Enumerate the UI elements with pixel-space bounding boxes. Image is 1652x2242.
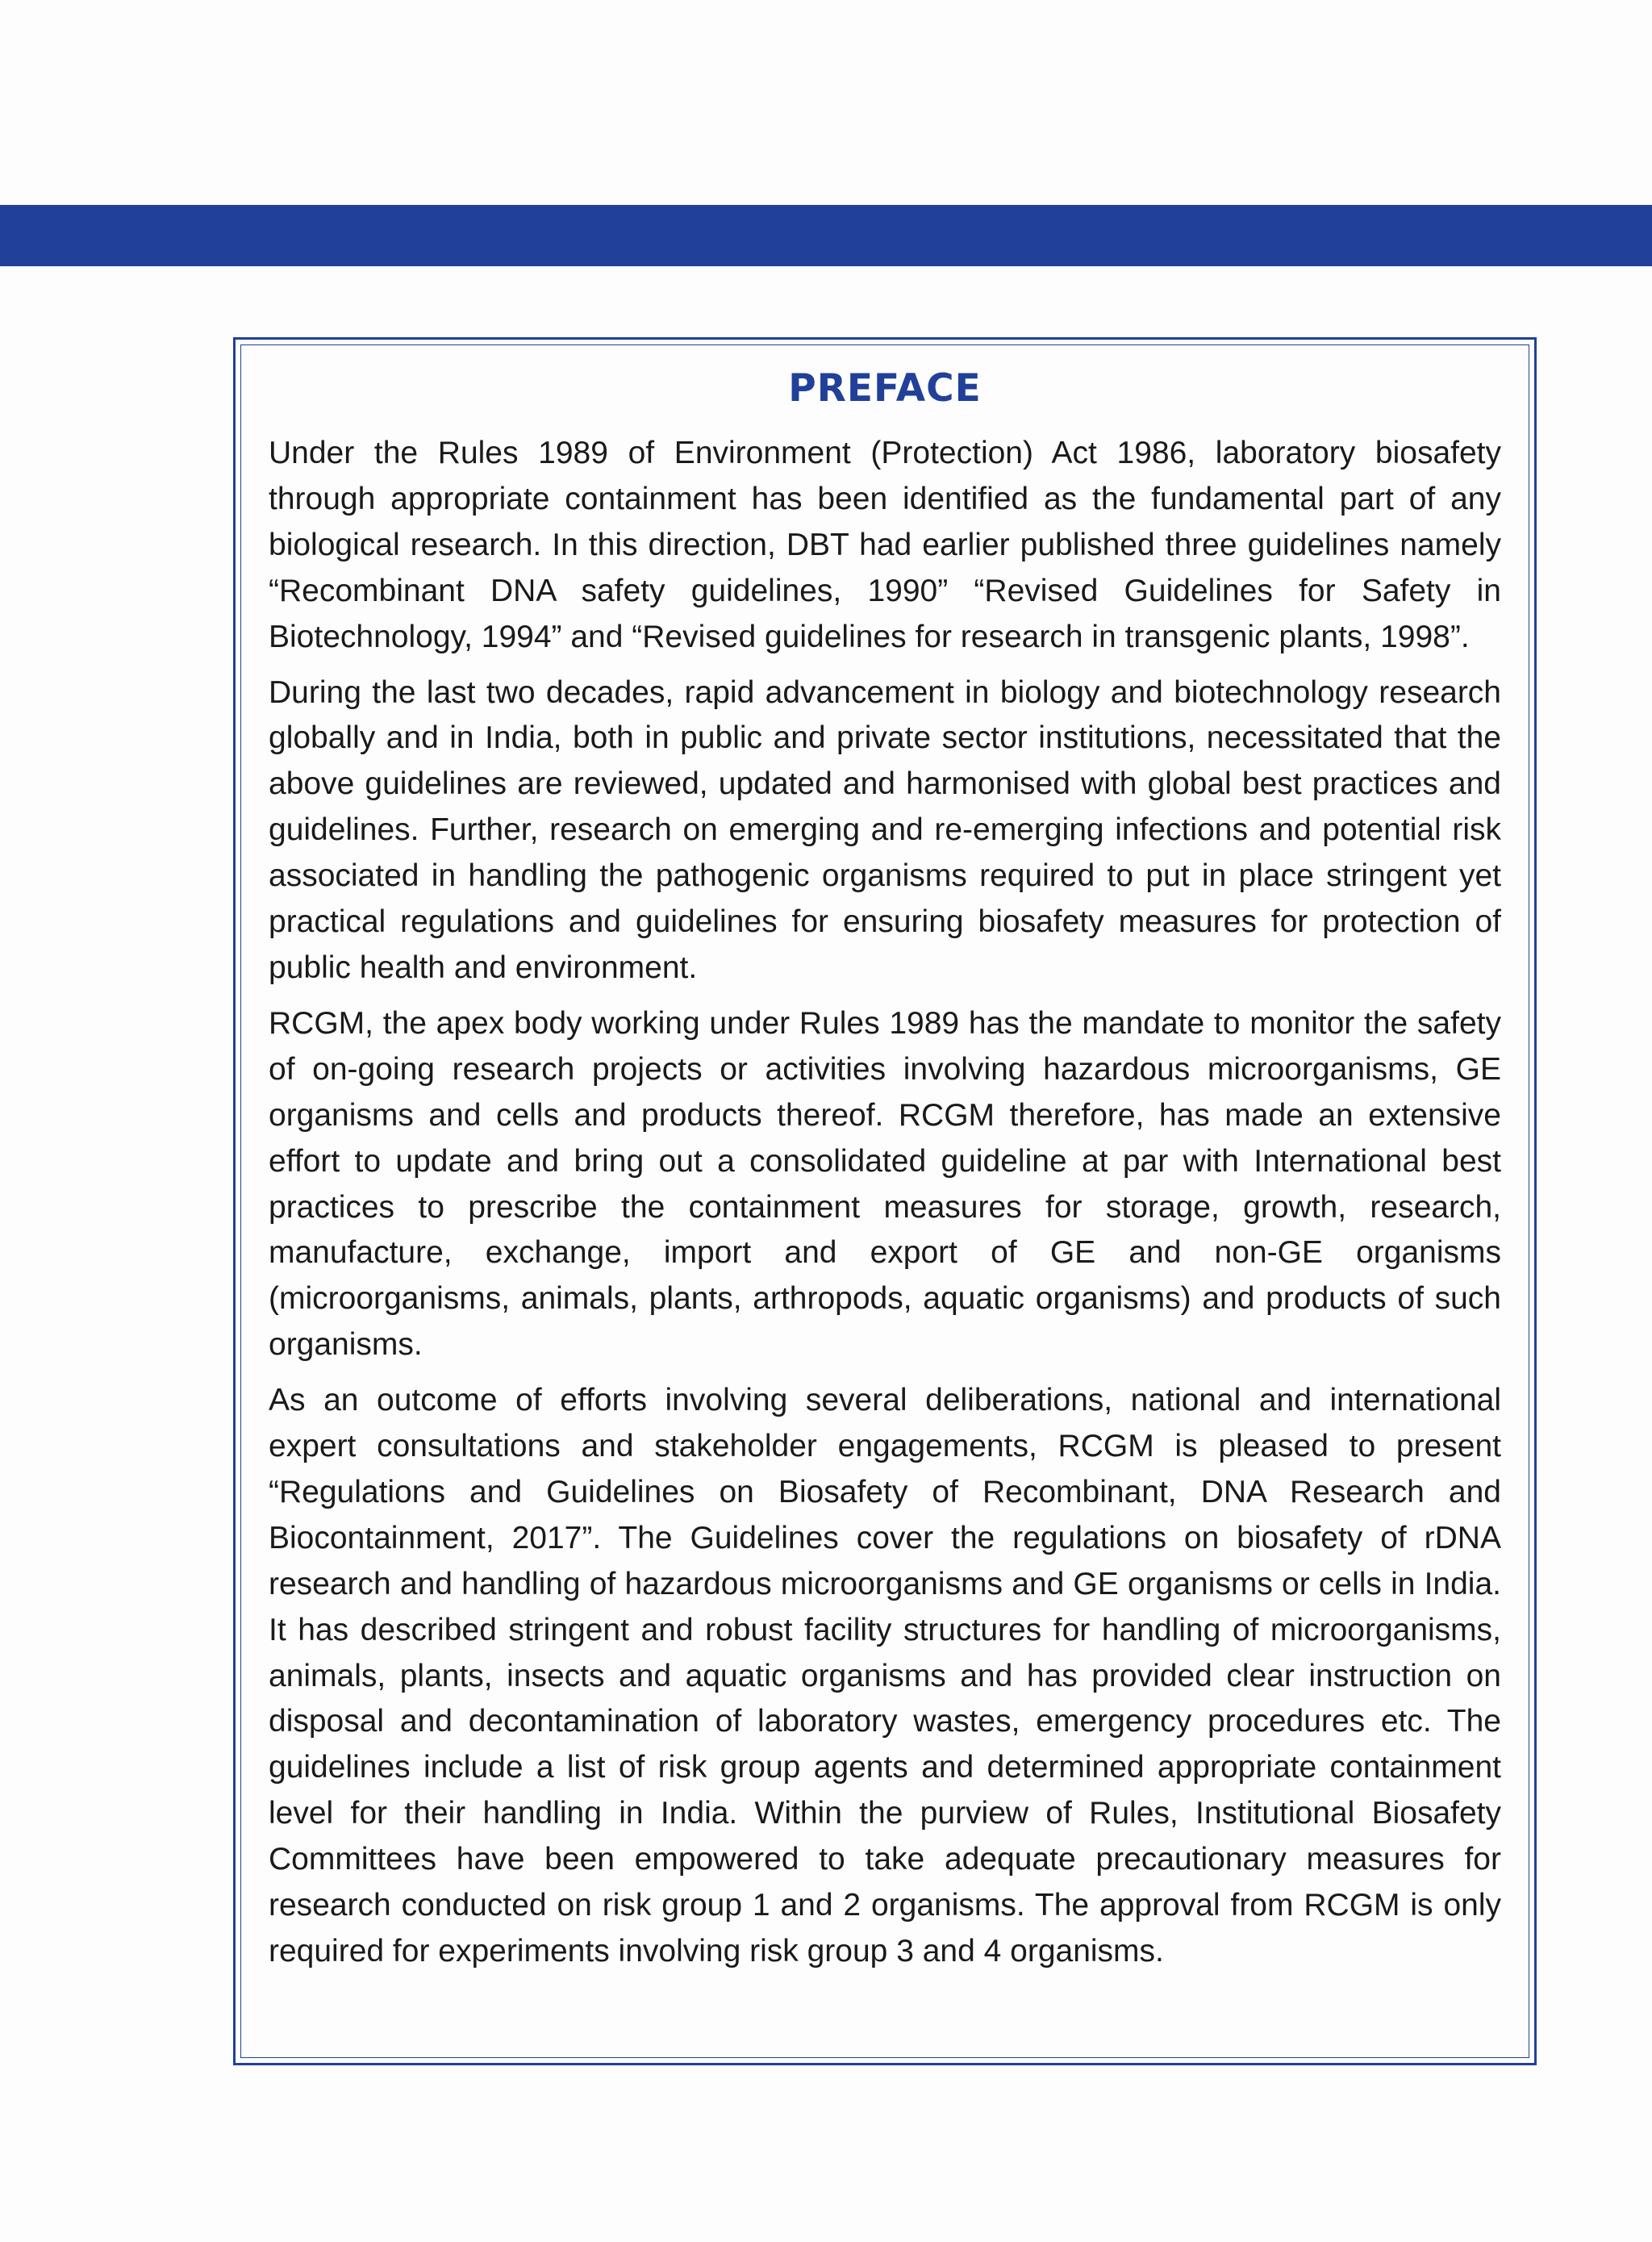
preface-content (269, 360, 1501, 1985)
paragraph: During the last two decades, rapid advancement in biology and biotechnology research globally and in India, both in public and private sector institutions, necessitated that the above guidelines are reviewed, updated and harmonised with global best practices and guidelines. Further, research on emerging and re-emerging infections and potential risk associated in handling the pathogenic organisms required to put in place stringent yet practical regulations and guidelines for ensuring biosafety measures for protection of public health and environment. (269, 674, 1501, 985)
paragraph: RCGM, the apex body working under Rules 1989 has the mandate to monitor the safety of on-going research projects or activities involving hazardous microorganisms, GE organisms and cells and products thereof. RCGM therefore, has made an extensive effort to update and bring out a consolidated guideline at par with International best practices to prescribe the containment measures for storage, growth, research, manufacture, exchange, import and export of GE and non-GE organisms (microorganisms, animals, plants, arthropods, aquatic organisms) and products of such organisms. (269, 1005, 1501, 1363)
page-title: PREFACE (788, 366, 982, 411)
paragraph: As an outcome of efforts involving several deliberations, national and international expert consultations and stakeholder engagements, RCGM is pleased to present “Regulations and Guidelines on Biosafety of Recombinant, DNA Research and Biocontainment, 2017”. The Guidelines cover the regulations on biosafety of rDNA research and handling of hazardous microorganisms and GE organisms or cells in India. It has described stringent and robust facility structures for handling of microorganisms, animals, plants, insects and aquatic organisms and has provided clear instruction on disposal and decontamination of laboratory wastes, emergency procedures etc. The guidelines include a list of risk group agents and determined appropriate containment level for their handling in India. Within the purview of Rules, Institutional Biosafety Committees have been empowered to take adequate precautionary measures for research conducted on risk group 1 and 2 organisms. The approval from RCGM is only required for experiments involving risk group 3 and 4 organisms. (269, 1383, 1501, 1969)
header-band (0, 205, 1652, 266)
paragraph: Under the Rules 1989 of Environment (Protection) Act 1986, laboratory biosafety through appropriate containment has been identified as the fundamental part of any biological research. In this direction, DBT had earlier published three guidelines namely “Recombinant DNA safety guidelines, 1990” “Revised Guidelines for Safety in Biotechnology, 1994” and “Revised guidelines for research in transgenic plants, 1998”. (269, 436, 1501, 654)
